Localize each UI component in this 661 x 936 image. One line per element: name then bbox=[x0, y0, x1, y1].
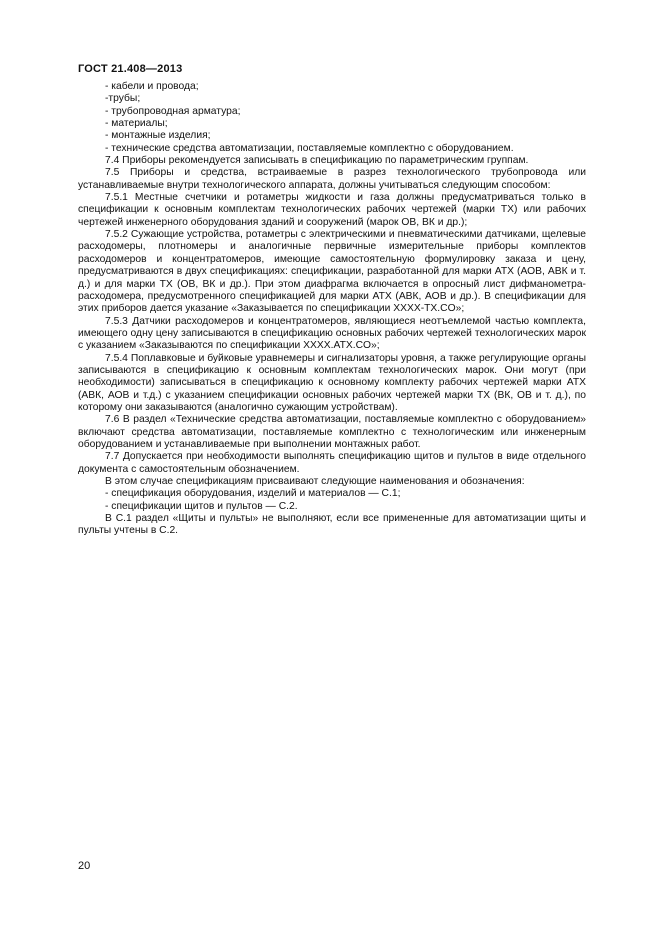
list-item: - монтажные изделия; bbox=[105, 130, 211, 142]
list-item: -трубы; bbox=[105, 93, 141, 105]
document-body bbox=[78, 81, 586, 538]
paragraph: 7.6 В раздел «Технические средства автоматизации, поставляемые комплектно с оборудованием» включают средства автоматизации, поставляемые комплектно с технологическим или инженерным оборудованием и устанавливаемые при выполнении монтажных работ. bbox=[78, 414, 586, 450]
paragraph: 7.5 Приборы и средства, встраиваемые в разрез технологического трубопровода или устанавливаемые внутри технологического аппарата, должны учитываться следующим способом: bbox=[78, 167, 586, 191]
list-item: - трубопроводная арматура; bbox=[105, 105, 241, 117]
paragraph: 7.5.1 Местные счетчики и ротаметры жидкости и газа должны предусматриваться только в спецификации к основным комплектам технологических рабочих чертежей (марки ТХ) или рабочих чертежей инженерного оборудования зданий и сооружений (марок ОВ, ВК и др.); bbox=[78, 192, 586, 228]
list-item: - кабели и провода; bbox=[105, 81, 199, 92]
paragraph: 7.5.3 Датчики расходомеров и концентратомеров, являющиеся неотъемлемой частью комплекта, имеющего одну цену записываются в спецификацию основных рабочих чертежей технологических марок с указанием «Заказываются по спецификации XXXX.ATX.CO»; bbox=[78, 315, 586, 352]
paragraph: В этом случае спецификациям присваивают следующие наименования и обозначения: bbox=[105, 476, 525, 487]
document-header: ГОСТ 21.408—2013 bbox=[78, 63, 183, 75]
paragraph: 7.5.2 Сужающие устройства, ротаметры с электрическими и пневматическими датчиками, щелевые расходомеры, плотномеры и аналогичные первичные измерительные приборы комплектов расходомеров и концентратомеров, имеющие самостоятельную формулировку заказа и цену, предусматриваются в двух спецификациях: спецификации, разработанной для марки АТХ (АОВ, АВК и т. д.) и для марки ТХ (ОВ, ВК и др.). При этом диафрагма включается в опросный лист дифманометра-расходомера, предусмотренного спецификацией для марки АТХ (АВК, АОВ и др.). В спецификации для этих приборов дается указание «Заказывается по спецификации XXXX-TX.CO»; bbox=[78, 229, 586, 315]
list-item: - материалы; bbox=[105, 118, 168, 130]
paragraph: В С.1 раздел «Щиты и пульты» не выполняют, если все примененные для автоматизации щиты и пульты учтены в С.2. bbox=[78, 513, 586, 537]
list-item: - спецификации щитов и пультов — С.2. bbox=[105, 500, 298, 512]
paragraph: 7.4 Приборы рекомендуется записывать в спецификацию по параметрическим группам. bbox=[105, 155, 529, 167]
list-item: - спецификация оборудования, изделий и материалов — С.1; bbox=[105, 488, 401, 500]
paragraph: 7.7 Допускается при необходимости выполнять спецификацию щитов и пультов в виде отдельного документа с самостоятельным обозначением. bbox=[78, 451, 586, 475]
page-number: 20 bbox=[78, 860, 91, 872]
list-item: - технические средства автоматизации, поставляемые комплектно с оборудованием. bbox=[105, 142, 514, 154]
paragraph: 7.5.4 Поплавковые и буйковые уравнемеры и сигнализаторы уровня, а также регулирующие органы записываются в спецификацию к основным комплектам технологических марок. Они могут (при необходимости) записываться в спецификацию к основному комплекту рабочих чертежей марки АТХ (АВК, АОВ и т.д.) с указанием спецификации основных рабочих чертежей марки ТХ (ВК, ОВ и т. д.), по которому они заказываются (аналогично сужающим устройствам). bbox=[78, 352, 586, 413]
